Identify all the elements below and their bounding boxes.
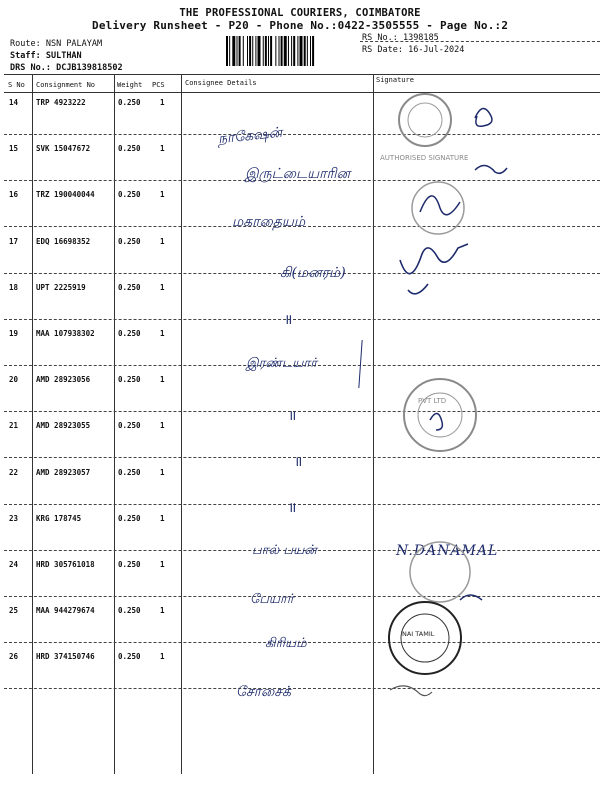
barcode-bar <box>226 36 228 66</box>
handwritten-consignee-22: ॥ <box>288 500 297 516</box>
row-pcs: 1 <box>160 421 165 431</box>
row-weight: 0.250 <box>118 98 141 107</box>
handwritten-consignee-15: இருட்டையாரின <box>245 166 351 182</box>
row-consignment-no: SVK 15047672 <box>36 144 91 154</box>
round-stamp-25-icon <box>389 602 461 674</box>
barcode-bar <box>307 36 308 66</box>
barcode-bar <box>288 36 289 66</box>
runsheet-subtitle: Delivery Runsheet - P20 - Phone No.:0422-3505555 - Page No.:2 <box>92 19 509 32</box>
route-label: Route: <box>10 39 41 49</box>
barcode-bar <box>293 36 295 66</box>
barcode-bar <box>279 36 280 66</box>
rs-date-label: RS Date: <box>362 45 403 55</box>
row-pcs: 1 <box>160 329 165 338</box>
barcode-bar <box>239 36 241 66</box>
barcode-bar <box>312 36 314 66</box>
row-pcs: 1 <box>160 190 165 200</box>
barcode-bar <box>291 36 292 66</box>
rs-no-value: 1398185 <box>402 33 439 43</box>
row-consignment-no: MAA 944279674 <box>36 606 95 616</box>
drs-label: DRS No.: <box>10 63 51 73</box>
row-consignment-no: UPT 2225919 <box>36 282 86 292</box>
row-consignment-no: KRG 178745 <box>36 513 82 523</box>
row-sno: 15 <box>9 144 19 154</box>
signature-17-icon <box>400 244 468 294</box>
handwritten-consignee-26: சோசைக் <box>236 684 291 700</box>
signature-stamps-area <box>380 90 600 770</box>
col-divider-weight <box>181 74 182 774</box>
row-pcs: 1 <box>160 560 165 569</box>
barcode-bar <box>281 36 283 66</box>
col-header-signature: Signature <box>376 76 414 84</box>
barcode-bar <box>284 36 287 66</box>
barcode-bar <box>252 36 253 66</box>
barcode-bar <box>263 36 264 66</box>
barcode-bar <box>258 36 261 66</box>
row-weight: 0.250 <box>118 329 141 338</box>
handwritten-consignee-24: பேயார் <box>250 592 294 607</box>
staff-value: SULTHAN <box>45 51 82 61</box>
row-weight: 0.250 <box>118 375 141 385</box>
row-consignment-no: HRD 374150746 <box>36 652 95 662</box>
rs-date-value: 16-Jul-2024 <box>408 45 465 55</box>
barcode-bar <box>304 36 306 66</box>
signature-24-icon <box>460 595 482 600</box>
route-line <box>10 39 102 49</box>
handwritten-consignee-21: ॥ <box>294 454 303 470</box>
col-header-pcs: PCS <box>152 81 165 89</box>
row-weight: 0.250 <box>118 236 141 246</box>
row-consignment-no: MAA 107938302 <box>36 329 95 338</box>
round-stamp-24-icon <box>410 542 470 602</box>
row-consignment-no: TRZ 190040044 <box>36 190 95 200</box>
row-weight: 0.250 <box>118 144 141 154</box>
barcode-bar <box>249 36 251 66</box>
stamp-text-a: AUTHORISED SIGNATURE <box>380 154 469 162</box>
row-sno: 14 <box>9 98 19 107</box>
round-stamp-14-icon <box>399 94 451 146</box>
handwritten-consignee-20: ॥ <box>288 408 297 424</box>
handwritten-consignee-19: இரண்டயார் <box>246 356 317 371</box>
row-consignment-no: EDQ 16698352 <box>36 236 91 246</box>
row-weight: 0.250 <box>118 652 141 662</box>
row-consignment-no: AMD 28923055 <box>36 421 91 431</box>
handwritten-consignee-16: மகாதையம் <box>232 214 306 230</box>
row-consignment-no: AMD 28923057 <box>36 467 91 477</box>
barcode-bar <box>232 36 235 66</box>
signature-26-icon <box>390 686 432 696</box>
row-sno: 22 <box>9 467 19 477</box>
barcode-bar <box>247 36 248 66</box>
barcode-bar <box>275 36 276 66</box>
barcode-bar <box>243 36 244 66</box>
row-weight: 0.250 <box>118 560 141 569</box>
col-header-consignment: Consignment No <box>36 81 96 89</box>
row-consignment-no: HRD 305761018 <box>36 560 95 569</box>
col-divider-consignee <box>373 74 374 774</box>
staff-line <box>10 51 82 61</box>
row-pcs: 1 <box>160 375 165 385</box>
row-consignment-no: TRP 4923222 <box>36 98 86 107</box>
stamp-text-c: NAI TAMIL <box>402 630 435 638</box>
row-sno: 19 <box>9 329 19 338</box>
handwritten-consignee-25: கிரியம் <box>265 636 307 651</box>
row-weight: 0.250 <box>118 467 141 477</box>
drs-line <box>10 63 123 73</box>
row-weight: 0.250 <box>118 282 141 292</box>
row-weight: 0.250 <box>118 513 141 523</box>
col-header-sno: S No <box>8 81 25 89</box>
row-pcs: 1 <box>160 98 165 107</box>
drs-value: DCJB139818502 <box>56 63 123 73</box>
row-consignment-no: AMD 28923056 <box>36 375 91 385</box>
handwritten-consignee-18: ॥ <box>284 312 293 328</box>
handwritten-signature-23: N.DANAMAL <box>396 543 499 559</box>
barcode-image <box>226 36 351 66</box>
row-pcs: 1 <box>160 282 165 292</box>
row-sno: 20 <box>9 375 19 385</box>
rs-no-label: RS No.: <box>362 33 398 43</box>
signature-14-icon <box>475 108 492 126</box>
row-pcs: 1 <box>160 513 165 523</box>
row-pcs: 1 <box>160 606 165 616</box>
barcode-bar <box>297 36 298 66</box>
rs-date-line <box>362 45 464 55</box>
col-divider-sno <box>32 74 33 774</box>
row-sno: 25 <box>9 606 19 616</box>
round-stamp-25-inner-icon <box>401 614 449 662</box>
row-pcs: 1 <box>160 144 165 154</box>
stamp-text-b: PVT LTD <box>418 397 447 405</box>
barcode-bar <box>310 36 311 66</box>
col-divider-consignment <box>114 74 115 774</box>
row-pcs: 1 <box>160 467 165 477</box>
signature-21-icon <box>430 413 442 430</box>
handwritten-bracket-line <box>358 340 362 388</box>
barcode-bar <box>268 36 269 66</box>
barcode-bar <box>265 36 267 66</box>
round-stamp-14-inner-icon <box>408 103 442 137</box>
col-header-consignee: Consignee Details <box>185 79 257 87</box>
col-header-weight: Weight <box>117 81 143 89</box>
barcode-bar <box>300 36 303 66</box>
row-weight: 0.250 <box>118 421 141 431</box>
barcode-bar <box>270 36 272 66</box>
row-sno: 21 <box>9 421 19 431</box>
signature-15-icon <box>475 165 507 173</box>
row-weight: 0.250 <box>118 606 141 616</box>
barcode-bar <box>255 36 256 66</box>
staff-label: Staff: <box>10 51 41 61</box>
row-pcs: 1 <box>160 652 165 662</box>
handwritten-consignee-17: கி(மனரம்) <box>280 265 346 281</box>
route-value: NSN PALAYAM <box>45 39 103 49</box>
signature-16-icon <box>420 196 460 215</box>
row-sno: 26 <box>9 652 19 662</box>
row-sno: 23 <box>9 513 19 523</box>
barcode-bar <box>229 36 230 66</box>
barcode-bar <box>237 36 238 66</box>
row-sno: 17 <box>9 236 19 246</box>
row-sno: 18 <box>9 282 19 292</box>
handwritten-consignee-23: பால் பயன் <box>252 543 317 558</box>
row-sno: 16 <box>9 190 19 200</box>
company-title: THE PROFESSIONAL COURIERS, COIMBATORE <box>179 7 421 19</box>
row-pcs: 1 <box>160 236 165 246</box>
header-divider <box>360 41 600 42</box>
handwritten-consignee-14: நாகேஷன் <box>217 124 283 148</box>
row-sno: 24 <box>9 560 19 569</box>
row-weight: 0.250 <box>118 190 141 200</box>
table-top-rule <box>4 74 600 75</box>
